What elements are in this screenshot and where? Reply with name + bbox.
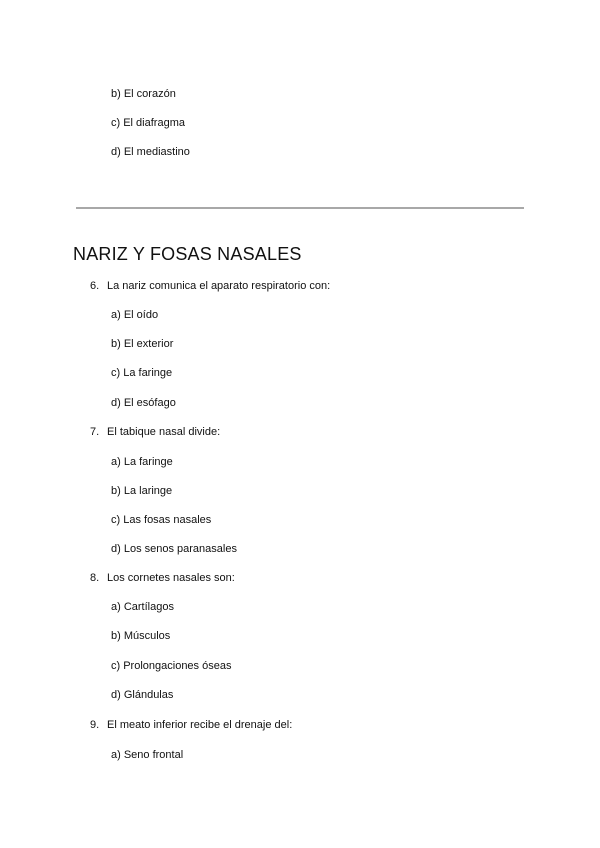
section-divider	[76, 207, 524, 209]
option-b: b) Músculos	[111, 630, 171, 642]
option-a: a) Cartílagos	[111, 601, 174, 613]
option-a: a) La faringe	[111, 456, 173, 468]
option-b: b) La laringe	[111, 485, 173, 497]
question-text: El meato inferior recibe el drenaje del:	[107, 719, 293, 731]
option-c: c) La faringe	[111, 367, 173, 379]
question-number: 9.	[90, 719, 100, 731]
option-a: a) Seno frontal	[111, 749, 184, 761]
question-number: 8.	[90, 572, 100, 584]
question-text: La nariz comunica el aparato respiratorio con:	[107, 280, 331, 292]
option-c: c) Las fosas nasales	[111, 514, 212, 526]
option-c: c) Prolongaciones óseas	[111, 660, 232, 672]
option-c: c) El diafragma	[111, 117, 185, 129]
question-text: Los cornetes nasales son:	[107, 572, 235, 584]
option-a: a) El oído	[111, 309, 159, 321]
question-number: 7.	[90, 426, 100, 438]
section-heading: NARIZ Y FOSAS NASALES	[73, 244, 302, 265]
question-text: El tabique nasal divide:	[107, 426, 221, 438]
question-number: 6.	[90, 280, 100, 292]
option-d: d) Los senos paranasales	[111, 543, 237, 555]
option-d: d) El esófago	[111, 397, 176, 409]
option-b: b) El corazón	[111, 88, 176, 100]
option-d: d) Glándulas	[111, 689, 174, 701]
option-d: d) El mediastino	[111, 146, 190, 158]
option-b: b) El exterior	[111, 338, 174, 350]
